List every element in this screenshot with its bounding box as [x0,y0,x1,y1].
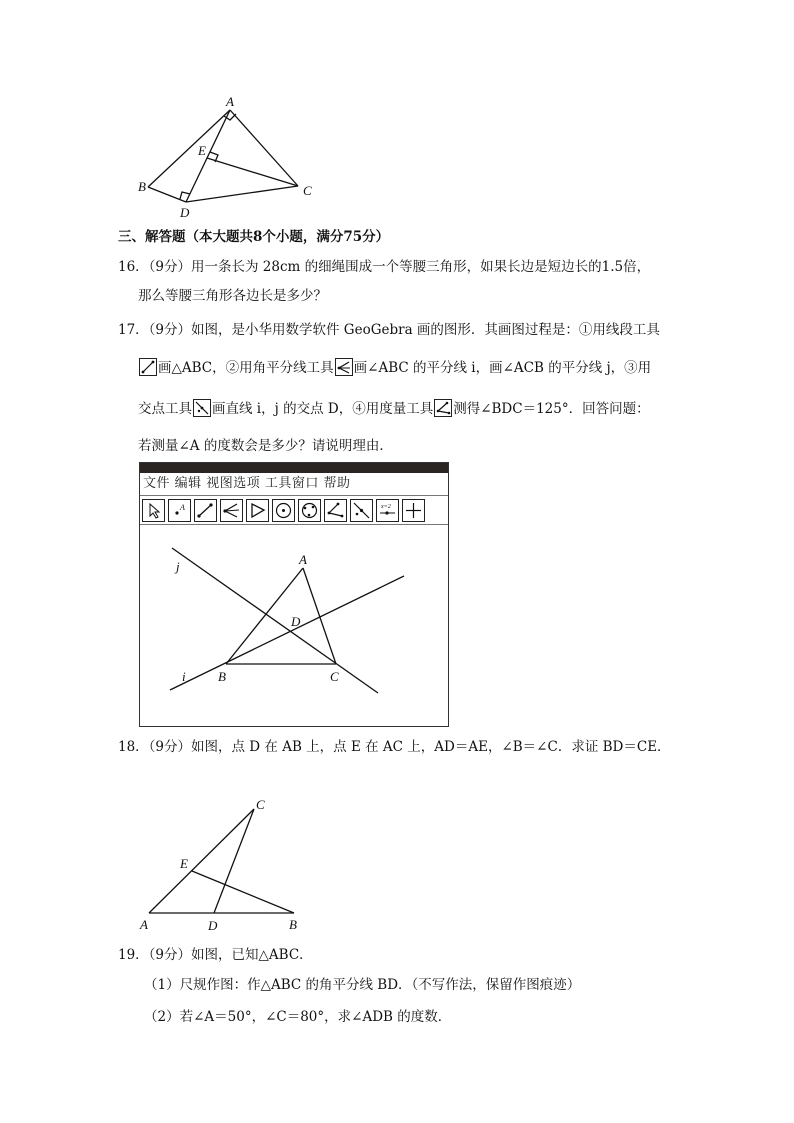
svg-text:x=2: x=2 [381,503,391,510]
svg-text:A: A [180,502,185,512]
q17-line1: 17．（9分）如图，是小华用数学软件 GeoGebra 画的图形．其画图过程是：①用线段工具 [118,322,660,338]
q17-line3-part2: 画直线 i，j 的交点 D，④用度量工具 [212,401,434,417]
angle-bisector-tool-icon-toolbar[interactable] [220,499,243,522]
label-A: A [226,94,234,109]
segment-DC [186,186,298,202]
segment-AD [186,110,230,202]
slider-tool-icon[interactable] [376,499,399,522]
segment-tool-icon-toolbar[interactable] [194,499,217,522]
gg-label-B: B [218,669,226,684]
label-E: E [198,143,206,158]
polygon-tool-icon[interactable] [246,499,269,522]
geogebra-title-bar [140,463,448,473]
figure-q18 [134,793,314,938]
geogebra-window [139,462,449,727]
q17-line2 [138,358,651,377]
segment-AC [149,809,254,913]
circle-tool-icon[interactable] [272,499,295,522]
segment-tool-icon [139,358,157,376]
q17-line3 [138,399,650,418]
q19-line3: （2）若∠A＝50°，∠C＝80°，求∠ADB 的度数． [144,1009,452,1025]
geogebra-toolbar [140,495,448,525]
circle-3pt-tool-icon[interactable] [298,499,321,522]
intersect-tool-icon [193,399,211,417]
section-title: 三、解答题（本大题共8个小题，满分75分） [118,229,390,245]
move-view-tool-icon[interactable] [402,499,425,522]
q19-line2: （1）尺规作图：作△ABC 的角平分线 BD．（不写作法，保留作图痕迹） [144,977,581,993]
q17-line2-part2: 画∠ABC 的平分线 i，画∠ACB 的平分线 j，③用 [353,360,652,376]
gg-label-i: i [182,669,186,684]
triangle-AC [303,568,336,664]
gg-label-j: j [176,559,180,574]
gg-label-C: C [330,669,339,684]
segment-EB [192,871,294,913]
segment-AC [230,110,298,186]
line-j [172,548,378,693]
figure-q15 [130,92,320,222]
angle-measure-tool-icon-toolbar[interactable] [324,499,347,522]
line-i [170,576,404,690]
intersect-tool-icon-toolbar[interactable] [350,499,373,522]
point-tool-icon[interactable] [168,499,191,522]
q16-line1: 16．（9分）用一条长为 28cm 的细绳围成一个等腰三角形，如果长边是短边长的1.5倍， [118,259,651,275]
segment-AB [148,110,230,187]
fig18-label-A: A [140,917,148,932]
label-B: B [138,179,146,194]
gg-label-D: D [291,614,301,629]
label-D: D [180,205,190,220]
q16-line2: 那么等腰三角形各边长是多少？ [138,288,327,304]
q19-line1: 19．（9分）如图，已知△ABC． [118,947,313,963]
q17-line4: 若测量∠A 的度数会是多少？请说明理由． [138,438,393,454]
q17-line2-part1: 画△ABC，②用角平分线工具 [158,360,334,376]
segment-EC [207,158,298,186]
label-C: C [303,183,312,198]
fig18-label-B: B [289,917,297,932]
move-tool-icon[interactable] [142,499,165,522]
fig18-label-C: C [256,797,265,812]
fig18-label-D: D [208,918,218,933]
gg-label-A: A [299,552,307,567]
q18-text: 18．（9分）如图，点 D 在 AB 上，点 E 在 AC 上，AD＝AE，∠B＝∠C．求证 BD＝CE． [118,739,671,755]
fig18-label-E: E [180,856,188,871]
geogebra-menu-bar[interactable]: 文件 编辑 视图选项 工具窗口 帮助 [143,476,351,491]
q17-line3-part3: 测得∠BDC＝125°．回答问题： [453,401,650,417]
segment-CD [214,809,254,913]
angle-measure-tool-icon [434,399,452,417]
q17-line3-part1: 交点工具 [138,401,192,417]
geogebra-canvas[interactable] [140,525,448,725]
segment-BD [148,187,186,202]
angle-bisector-tool-icon [335,358,353,376]
